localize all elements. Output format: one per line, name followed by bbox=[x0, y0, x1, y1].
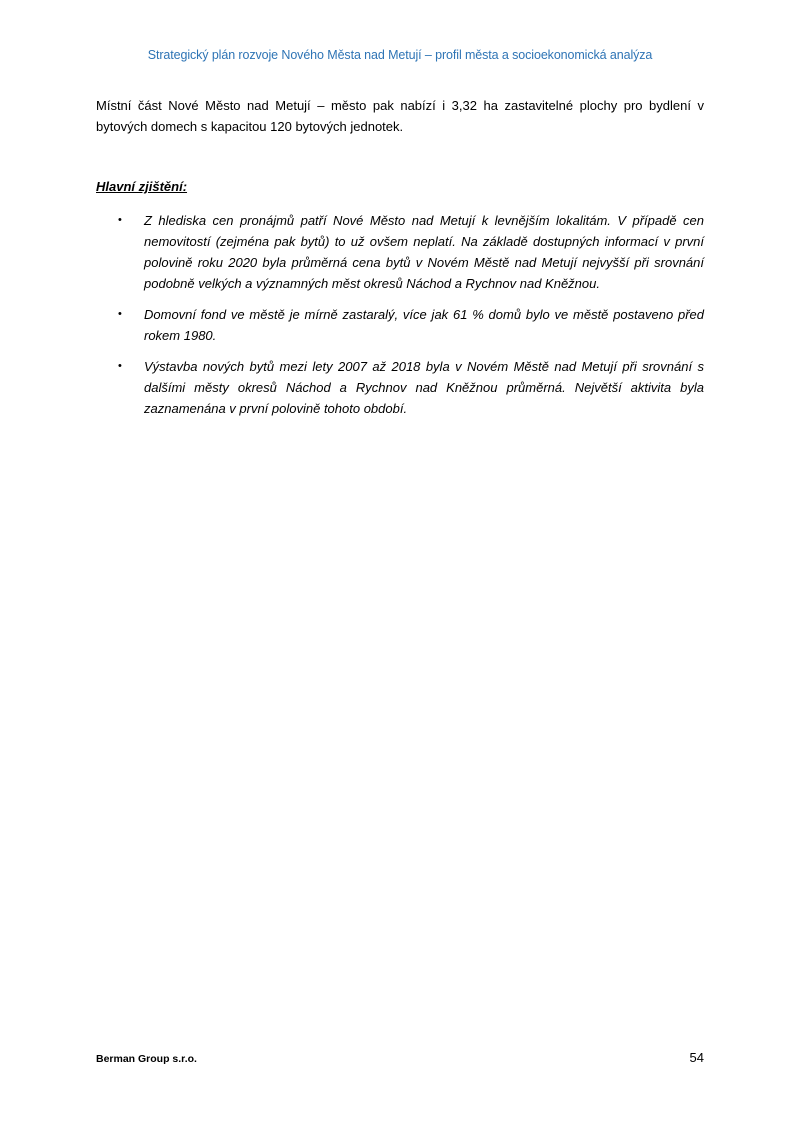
bullet-icon: • bbox=[118, 214, 122, 226]
list-item bbox=[96, 304, 704, 346]
list-item bbox=[96, 356, 704, 419]
bullet-icon: • bbox=[118, 308, 122, 320]
intro-paragraph: Místní část Nové Město nad Metují – město pak nabízí i 3,32 ha zastavitelné plochy pro bydlení v bytových domech s kapacitou 120 bytových jednotek. bbox=[96, 98, 704, 134]
page-header: Strategický plán rozvoje Nového Města nad Metují – profil města a socioekonomická analýza bbox=[147, 48, 653, 62]
findings-list bbox=[96, 210, 704, 429]
list-item-text: Výstavba nových bytů mezi lety 2007 až 2018 byla v Novém Městě nad Metují při srovnání s dalšími městy okresů Náchod a Rychnov nad Kněžnou průměrná. Největší aktivita byla zaznamenána v první polovině tohoto období. bbox=[144, 359, 704, 416]
list-item-text: Domovní fond ve městě je mírně zastaralý, více jak 61 % domů bylo ve městě postaveno před rokem 1980. bbox=[144, 307, 704, 343]
page-number: 54 bbox=[689, 1050, 704, 1065]
list-item-text: Z hlediska cen pronájmů patří Nové Město nad Metují k levnějším lokalitám. V případě cen nemovitostí (zejména pak bytů) to už ovšem neplatí. Na základě dostupných informací v první polovině roku 2020 byla průměrná cena bytů v Novém Městě nad Metují nejvyšší při srovnání podobně velkých a významných měst okresů Náchod a Rychnov nad Kněžnou. bbox=[144, 213, 704, 291]
bullet-icon: • bbox=[118, 360, 122, 372]
list-item bbox=[96, 210, 704, 294]
findings-heading: Hlavní zjištění: bbox=[96, 179, 188, 194]
footer-company: Berman Group s.r.o. bbox=[96, 1053, 197, 1065]
